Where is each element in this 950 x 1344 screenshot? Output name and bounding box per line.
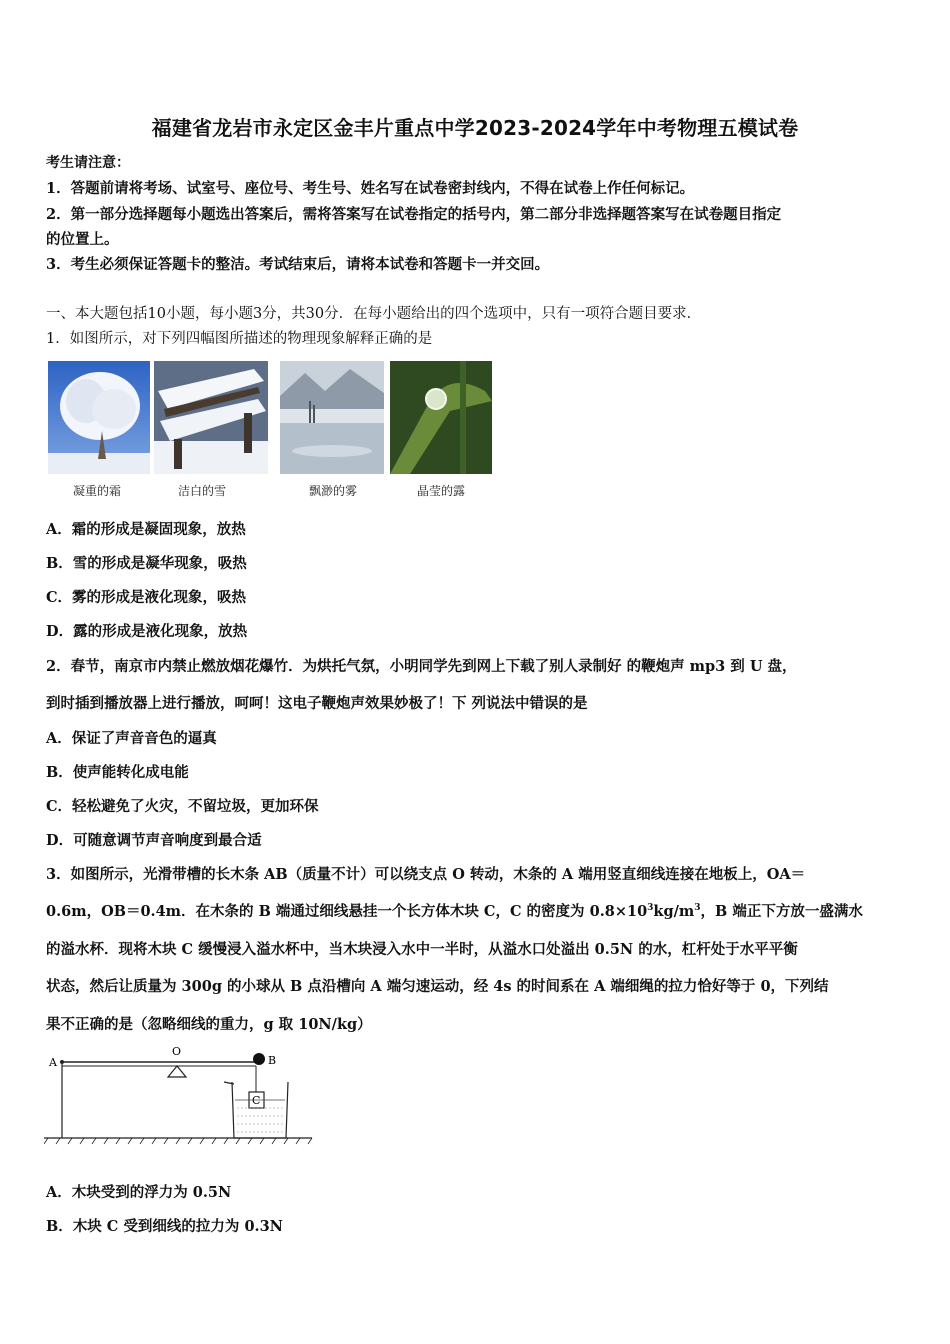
- dew-photo: [390, 361, 492, 474]
- q3-option-a: A．木块受到的浮力为 0.5N: [46, 1184, 232, 1201]
- q2-stem-line1: 2．春节，南京市内禁止燃放烟花爆竹．为烘托气氛，小明同学先到网上下载了别人录制好 的鞭炮声 mp3 到 U 盘，: [46, 658, 797, 675]
- fulcrum-icon: [168, 1066, 186, 1077]
- fog-photo: [280, 361, 384, 474]
- q2-stem-line2: 到时插到播放器上进行播放，呵呵！这电子鞭炮声效果妙极了！下 列说法中错误的是: [46, 695, 588, 712]
- q2-option-c: C．轻松避免了火灾，不留垃圾，更加环保: [46, 798, 319, 815]
- label-o: O: [172, 1045, 182, 1058]
- label-b: B: [268, 1054, 277, 1067]
- q1-option-b: B．雪的形成是凝华现象，吸热: [46, 555, 247, 572]
- label-c: C: [252, 1094, 261, 1107]
- notice-line-3: 3．考生必须保证答题卡的整洁。考试结束后，请将本试卷和答题卡一并交回。: [46, 256, 550, 273]
- ball-icon: [253, 1053, 265, 1065]
- notice-line-1: 1．答题前请将考场、试室号、座位号、考生号、姓名写在试卷密封线内，不得在试卷上作任何标记。: [46, 180, 695, 197]
- caption-snow: 洁白的雪: [178, 484, 227, 498]
- q3-stem-line2: 0.6m，OB＝0.4m．在木条的 B 端通过细线悬挂一个长方体木块 C，C 的密度为 $0.8\times 10^3kg/m^3$，B 端正下方放一盛满水: [46, 903, 863, 920]
- page-title: 福建省龙岩市永定区金丰片重点中学2023-2024学年中考物理五模试卷: [151, 116, 799, 140]
- label-a: A: [49, 1056, 57, 1069]
- q1-option-a: A．霜的形成是凝固现象，放热: [46, 521, 246, 538]
- notice-line-2a: 2．第一部分选择题每小题选出答案后，需将答案写在试卷指定的括号内，第二部分非选择题答案写在试卷题目指定: [46, 206, 782, 223]
- q3-stem-line5: 果不正确的是（忽略细线的重力，g 取 10N/kg）: [46, 1016, 372, 1033]
- q2-option-b: B．使声能转化成电能: [46, 764, 189, 781]
- notice-heading: 考生请注意：: [46, 155, 130, 171]
- frost-photo: [48, 361, 150, 474]
- q3-stem-line4: 状态，然后让质量为 300g 的小球从 B 点沿槽向 A 端匀速运动，经 4s 的时间系在 A 端细绳的拉力恰好等于 0，下列结: [46, 978, 829, 995]
- q1-option-c: C．雾的形成是液化现象，吸热: [46, 589, 247, 606]
- snow-photo: [154, 361, 268, 474]
- lever-diagram: [44, 1042, 316, 1150]
- caption-dew: 晶莹的露: [417, 484, 466, 498]
- q1-stem: 1．如图所示，对下列四幅图所描述的物理现象解释正确的是: [46, 331, 433, 347]
- q2-option-d: D．可随意调节声音响度到最合适: [46, 832, 262, 849]
- q3-stem-line1: 3．如图所示，光滑带槽的长木条 AB（质量不计）可以绕支点 O 转动，木条的 A 端用竖直细线连接在地板上，OA＝: [46, 866, 806, 883]
- notice-line-2b: 的位置上。: [46, 231, 119, 248]
- q2-option-a: A．保证了声音音色的逼真: [46, 730, 217, 747]
- q3-stem-line3: 的溢水杯．现将木块 C 缓慢浸入溢水杯中，当木块浸入水中一半时，从溢水口处溢出 0.5N 的水，杠杆处于水平平衡: [46, 941, 798, 958]
- caption-fog: 飘渺的雾: [309, 484, 358, 498]
- q1-option-d: D．露的形成是液化现象，放热: [46, 623, 248, 640]
- q3-option-b: B．木块 C 受到细线的拉力为 0.3N: [46, 1218, 283, 1235]
- caption-frost: 凝重的霜: [73, 484, 122, 498]
- section-heading: 一、本大题包括10小题，每小题3分，共30分．在每小题给出的四个选项中，只有一项符合题目要求．: [46, 306, 702, 322]
